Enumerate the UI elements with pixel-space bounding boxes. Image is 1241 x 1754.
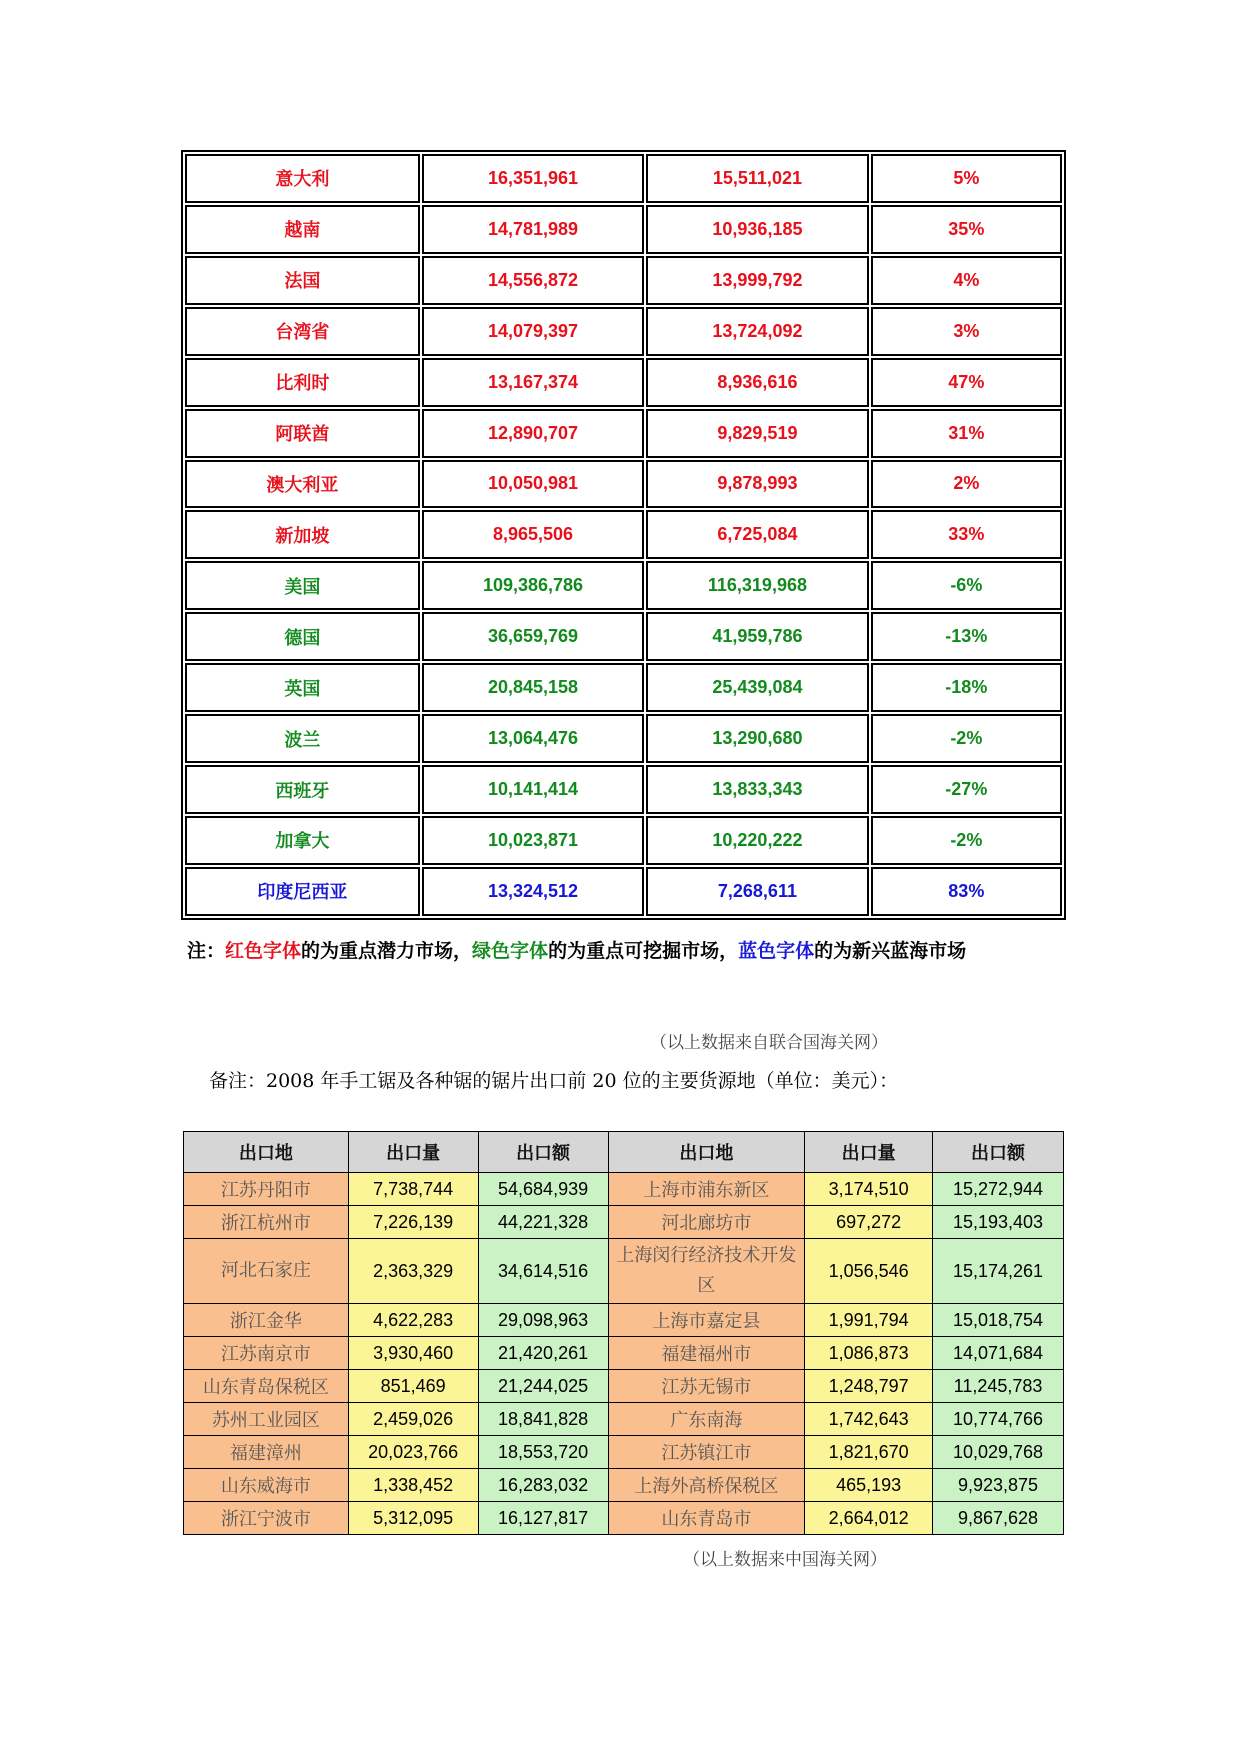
remark-line: 备注：2008 年手工锯及各种锯的锯片出口前 20 位的主要货源地（单位：美元）： <box>209 1070 899 1092</box>
country-cell: 加拿大 <box>185 816 420 865</box>
amount-cell: 9,923,875 <box>933 1469 1064 1502</box>
value-2007-cell: 13,290,680 <box>646 714 868 763</box>
table-row <box>184 1502 1064 1535</box>
amount-cell: 18,841,828 <box>478 1403 608 1436</box>
amount-cell: 15,174,261 <box>933 1239 1064 1304</box>
export-table-body <box>184 1173 1064 1535</box>
note-blue-label: 蓝色字体 <box>738 940 815 962</box>
quantity-cell: 851,469 <box>348 1370 478 1403</box>
amount-cell: 54,684,939 <box>478 1173 608 1206</box>
country-cell: 澳大利亚 <box>185 460 420 509</box>
market-row <box>185 205 1062 254</box>
origin-cell: 江苏丹阳市 <box>184 1173 349 1206</box>
growth-cell: 83% <box>871 867 1062 916</box>
value-2007-cell: 41,959,786 <box>646 612 868 661</box>
value-2007-cell: 116,319,968 <box>646 561 868 610</box>
origin-cell: 上海市嘉定县 <box>608 1304 805 1337</box>
value-2008-cell: 10,050,981 <box>422 460 644 509</box>
quantity-cell: 5,312,095 <box>348 1502 478 1535</box>
amount-cell: 21,420,261 <box>478 1337 608 1370</box>
growth-cell: -27% <box>871 765 1062 814</box>
quantity-cell: 697,272 <box>805 1206 933 1239</box>
quantity-cell: 1,086,873 <box>805 1337 933 1370</box>
origin-cell: 福建漳州 <box>184 1436 349 1469</box>
amount-cell: 18,553,720 <box>478 1436 608 1469</box>
source-note-un: （以上数据来自联合国海关网） <box>650 1033 888 1053</box>
value-2008-cell: 16,351,961 <box>422 154 644 203</box>
amount-cell: 16,283,032 <box>478 1469 608 1502</box>
country-cell: 阿联酋 <box>185 409 420 458</box>
quantity-cell: 3,174,510 <box>805 1173 933 1206</box>
origin-cell: 江苏无锡市 <box>608 1370 805 1403</box>
quantity-cell: 2,363,329 <box>348 1239 478 1304</box>
quantity-cell: 4,622,283 <box>348 1304 478 1337</box>
value-2008-cell: 109,386,786 <box>422 561 644 610</box>
growth-cell: -2% <box>871 816 1062 865</box>
market-row <box>185 612 1062 661</box>
market-row <box>185 765 1062 814</box>
value-2007-cell: 13,833,343 <box>646 765 868 814</box>
growth-cell: -18% <box>871 663 1062 712</box>
table-row <box>184 1173 1064 1206</box>
growth-cell: -2% <box>871 714 1062 763</box>
quantity-cell: 1,248,797 <box>805 1370 933 1403</box>
quantity-cell: 2,664,012 <box>805 1502 933 1535</box>
origin-cell: 浙江宁波市 <box>184 1502 349 1535</box>
market-row <box>185 307 1062 356</box>
origin-cell: 上海市浦东新区 <box>608 1173 805 1206</box>
quantity-cell: 7,738,744 <box>348 1173 478 1206</box>
value-2008-cell: 10,141,414 <box>422 765 644 814</box>
header-cell: 出口地 <box>608 1132 805 1173</box>
quantity-cell: 1,742,643 <box>805 1403 933 1436</box>
country-cell: 美国 <box>185 561 420 610</box>
value-2007-cell: 15,511,021 <box>646 154 868 203</box>
header-cell: 出口量 <box>348 1132 478 1173</box>
value-2008-cell: 36,659,769 <box>422 612 644 661</box>
amount-cell: 9,867,628 <box>933 1502 1064 1535</box>
value-2007-cell: 10,220,222 <box>646 816 868 865</box>
growth-cell: 35% <box>871 205 1062 254</box>
market-row <box>185 510 1062 559</box>
quantity-cell: 20,023,766 <box>348 1436 478 1469</box>
value-2007-cell: 8,936,616 <box>646 358 868 407</box>
value-2007-cell: 6,725,084 <box>646 510 868 559</box>
origin-cell: 山东青岛保税区 <box>184 1370 349 1403</box>
origin-cell: 福建福州市 <box>608 1337 805 1370</box>
market-row <box>185 867 1062 916</box>
origin-cell: 河北廊坊市 <box>608 1206 805 1239</box>
growth-cell: 2% <box>871 460 1062 509</box>
market-table <box>181 150 1066 920</box>
table-row <box>184 1469 1064 1502</box>
amount-cell: 15,193,403 <box>933 1206 1064 1239</box>
value-2008-cell: 14,079,397 <box>422 307 644 356</box>
amount-cell: 44,221,328 <box>478 1206 608 1239</box>
amount-cell: 21,244,025 <box>478 1370 608 1403</box>
table-row <box>184 1436 1064 1469</box>
growth-cell: 33% <box>871 510 1062 559</box>
country-cell: 新加坡 <box>185 510 420 559</box>
country-cell: 德国 <box>185 612 420 661</box>
origin-cell: 苏州工业园区 <box>184 1403 349 1436</box>
country-cell: 印度尼西亚 <box>185 867 420 916</box>
note-green-label: 绿色字体 <box>472 940 549 962</box>
growth-cell: -13% <box>871 612 1062 661</box>
origin-cell: 广东南海 <box>608 1403 805 1436</box>
amount-cell: 34,614,516 <box>478 1239 608 1304</box>
value-2008-cell: 12,890,707 <box>422 409 644 458</box>
amount-cell: 10,029,768 <box>933 1436 1064 1469</box>
value-2007-cell: 13,724,092 <box>646 307 868 356</box>
market-row <box>185 358 1062 407</box>
value-2007-cell: 25,439,084 <box>646 663 868 712</box>
note-red-label: 红色字体 <box>225 940 302 962</box>
value-2007-cell: 10,936,185 <box>646 205 868 254</box>
origin-cell: 江苏南京市 <box>184 1337 349 1370</box>
country-cell: 西班牙 <box>185 765 420 814</box>
origin-cell: 上海外高桥保税区 <box>608 1469 805 1502</box>
growth-cell: 3% <box>871 307 1062 356</box>
value-2008-cell: 14,781,989 <box>422 205 644 254</box>
origin-cell: 浙江金华 <box>184 1304 349 1337</box>
market-row <box>185 816 1062 865</box>
market-row <box>185 561 1062 610</box>
header-cell: 出口地 <box>184 1132 349 1173</box>
value-2008-cell: 14,556,872 <box>422 256 644 305</box>
table-row <box>184 1403 1064 1436</box>
export-table-header <box>184 1132 1064 1173</box>
value-2008-cell: 10,023,871 <box>422 816 644 865</box>
value-2007-cell: 7,268,611 <box>646 867 868 916</box>
country-cell: 台湾省 <box>185 307 420 356</box>
amount-cell: 11,245,783 <box>933 1370 1064 1403</box>
growth-cell: 5% <box>871 154 1062 203</box>
origin-cell: 河北石家庄 <box>184 1239 349 1304</box>
market-row <box>185 714 1062 763</box>
market-row <box>185 409 1062 458</box>
quantity-cell: 1,991,794 <box>805 1304 933 1337</box>
header-cell: 出口额 <box>933 1132 1064 1173</box>
value-2008-cell: 13,167,374 <box>422 358 644 407</box>
market-row <box>185 256 1062 305</box>
country-cell: 波兰 <box>185 714 420 763</box>
growth-cell: 31% <box>871 409 1062 458</box>
quantity-cell: 1,338,452 <box>348 1469 478 1502</box>
note-red-desc: 的为重点潜力市场， <box>301 940 473 962</box>
market-row <box>185 460 1062 509</box>
growth-cell: -6% <box>871 561 1062 610</box>
quantity-cell: 3,930,460 <box>348 1337 478 1370</box>
table-row <box>184 1206 1064 1239</box>
amount-cell: 16,127,817 <box>478 1502 608 1535</box>
value-2007-cell: 13,999,792 <box>646 256 868 305</box>
market-table-body <box>185 154 1062 916</box>
country-cell: 英国 <box>185 663 420 712</box>
amount-cell: 15,272,944 <box>933 1173 1064 1206</box>
note-blue-desc: 的为新兴蓝海市场 <box>814 940 967 962</box>
market-row <box>185 663 1062 712</box>
value-2007-cell: 9,878,993 <box>646 460 868 509</box>
growth-cell: 4% <box>871 256 1062 305</box>
value-2008-cell: 13,064,476 <box>422 714 644 763</box>
note-green-desc: 的为重点可挖掘市场， <box>548 940 739 962</box>
quantity-cell: 1,056,546 <box>805 1239 933 1304</box>
quantity-cell: 7,226,139 <box>348 1206 478 1239</box>
country-cell: 越南 <box>185 205 420 254</box>
amount-cell: 29,098,963 <box>478 1304 608 1337</box>
table-row <box>184 1304 1064 1337</box>
growth-cell: 47% <box>871 358 1062 407</box>
value-2008-cell: 13,324,512 <box>422 867 644 916</box>
table-row <box>184 1370 1064 1403</box>
source-note-china: （以上数据来中国海关网） <box>683 1550 887 1570</box>
amount-cell: 10,774,766 <box>933 1403 1064 1436</box>
export-table <box>183 1131 1064 1535</box>
country-cell: 比利时 <box>185 358 420 407</box>
country-cell: 法国 <box>185 256 420 305</box>
table-row <box>184 1239 1064 1304</box>
origin-cell: 浙江杭州市 <box>184 1206 349 1239</box>
market-row <box>185 154 1062 203</box>
origin-cell: 上海闵行经济技术开发区 <box>608 1239 805 1304</box>
quantity-cell: 2,459,026 <box>348 1403 478 1436</box>
country-cell: 意大利 <box>185 154 420 203</box>
table-row <box>184 1337 1064 1370</box>
header-cell: 出口量 <box>805 1132 933 1173</box>
note-prefix: 注： <box>187 940 226 962</box>
header-cell: 出口额 <box>478 1132 608 1173</box>
origin-cell: 山东青岛市 <box>608 1502 805 1535</box>
value-2008-cell: 8,965,506 <box>422 510 644 559</box>
amount-cell: 14,071,684 <box>933 1337 1064 1370</box>
amount-cell: 15,018,754 <box>933 1304 1064 1337</box>
value-2007-cell: 9,829,519 <box>646 409 868 458</box>
origin-cell: 江苏镇江市 <box>608 1436 805 1469</box>
quantity-cell: 1,821,670 <box>805 1436 933 1469</box>
legend-note <box>187 936 966 963</box>
value-2008-cell: 20,845,158 <box>422 663 644 712</box>
origin-cell: 山东威海市 <box>184 1469 349 1502</box>
quantity-cell: 465,193 <box>805 1469 933 1502</box>
